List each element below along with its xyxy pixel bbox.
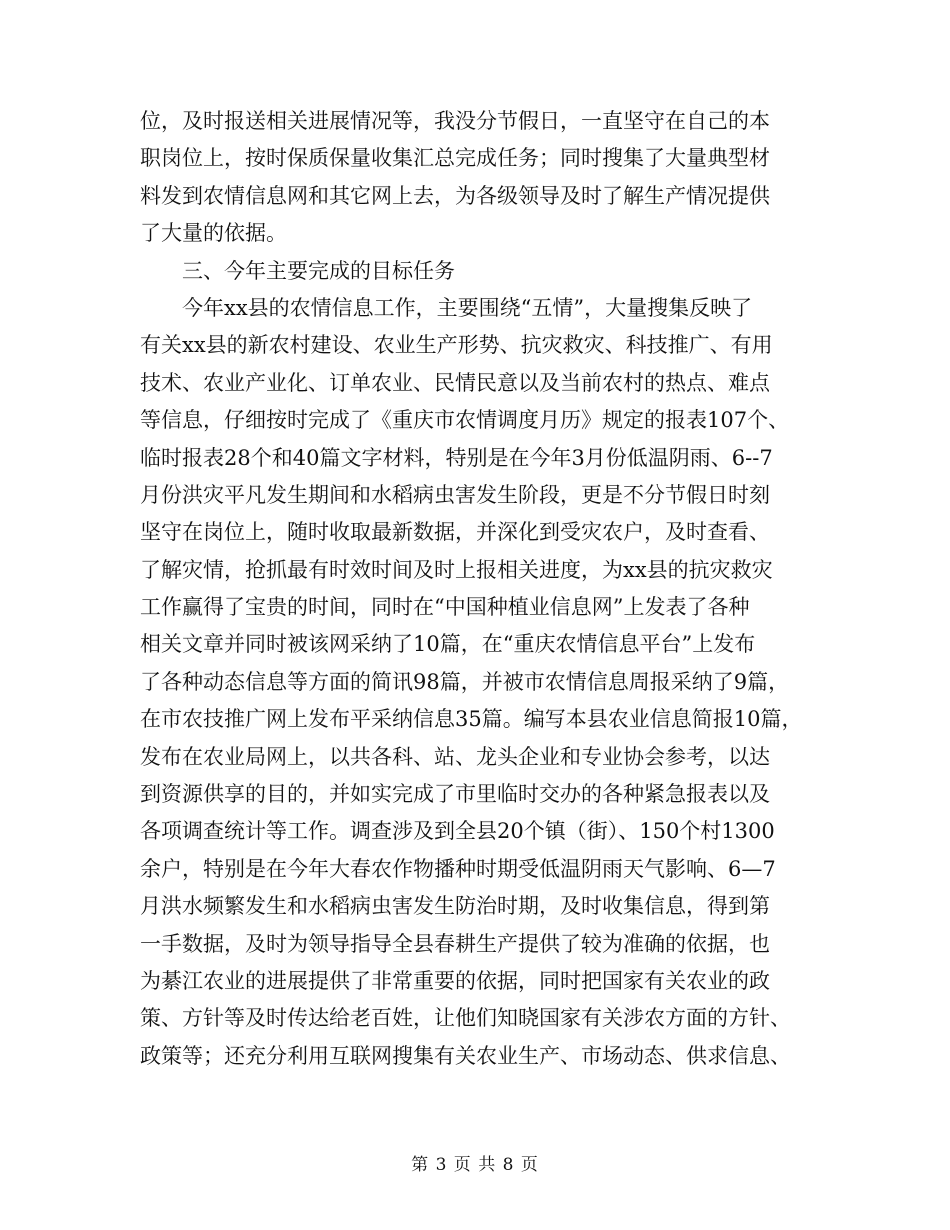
text-line-8: 技术、农业产业化、订单农业、民情民意以及当前农村的热点、难点	[140, 370, 770, 395]
text-line-22: 月洪水频繁发生和水稻病虫害发生防治时期，及时收集信息，得到第	[140, 894, 770, 919]
text-line-17: 在市农技推广网上发布平采纳信息35篇。编写本县农业信息简报10篇，	[140, 707, 803, 732]
text-line-13: 了解灾情，抢抓最有时效时间及时上报相关进度，为xx县的抗灾救灾	[140, 557, 773, 582]
text-line-4: 了大量的依据。	[140, 221, 287, 246]
text-line-21: 余户，特别是在今年大春农作物播种时期受低温阴雨天气影响、6—7	[140, 856, 776, 881]
text-line-19: 到资源供享的目的，并如实完成了市里临时交办的各种紧急报表以及	[140, 782, 770, 807]
text-line-23: 一手数据，及时为领导指导全县春耕生产提供了较为准确的依据，也	[140, 931, 770, 956]
page-number-footer: 第 3 页 共 8 页	[411, 1155, 539, 1175]
text-line-3: 料发到农情信息网和其它网上去，为各级领导及时了解生产情况提供	[140, 183, 770, 208]
section-heading: 三、今年主要完成的目标任务	[140, 258, 455, 283]
text-line-26: 政策等；还充分利用互联网搜集有关农业生产、市场动态、供求信息、	[140, 1043, 791, 1068]
text-line-14: 工作赢得了宝贵的时间，同时在“中国种植业信息网”上发表了各种	[140, 595, 750, 620]
text-line-16: 了各种动态信息等方面的简讯98篇，并被市农情信息周报采纳了9篇，	[140, 669, 790, 694]
text-line-1: 位，及时报送相关进展情况等，我没分节假日，一直坚守在自己的本	[140, 109, 770, 133]
text-line-9: 等信息，仔细按时完成了《重庆市农情调度月历》规定的报表107个、	[140, 408, 790, 433]
text-line-18: 发布在农业局网上，以共各科、站、龙头企业和专业协会参考，以达	[140, 744, 770, 769]
text-line-10: 临时报表28个和40篇文字材料，特别是在今年3月份低温阴雨、6--7	[140, 445, 773, 470]
text-line-2: 职岗位上，按时保质保量收集汇总完成任务；同时搜集了大量典型材	[140, 146, 770, 171]
text-line-20: 各项调查统计等工作。调查涉及到全县20个镇（街）、150个村1300	[140, 819, 775, 844]
document-body	[140, 103, 830, 1075]
text-line-12: 坚守在岗位上，随时收取最新数据，并深化到受灾农户，及时查看、	[140, 520, 770, 545]
text-line-6: 今年xx县的农情信息工作，主要围绕“五情”，大量搜集反映了	[140, 295, 753, 320]
text-line-7: 有关xx县的新农村建设、农业生产形势、抗灾救灾、科技推广、有用	[140, 333, 773, 358]
text-line-24: 为綦江农业的进展提供了非常重要的依据，同时把国家有关农业的政	[140, 968, 770, 993]
text-line-11: 月份洪灾平凡发生期间和水稻病虫害发生阶段，更是不分节假日时刻	[140, 482, 770, 507]
text-line-15: 相关文章并同时被该网采纳了10篇，在“重庆农情信息平台”上发布	[140, 632, 756, 657]
text-line-25: 策、方针等及时传达给老百姓，让他们知晓国家有关涉农方面的方针、	[140, 1006, 791, 1031]
